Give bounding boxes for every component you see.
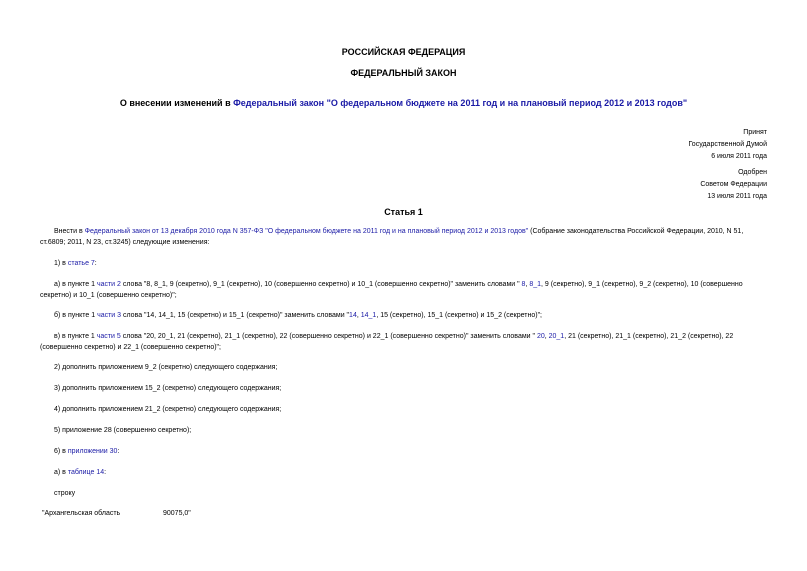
pb-text-c: , (356, 312, 361, 319)
accepted-date: 6 июля 2011 года (711, 153, 767, 160)
law-type-heading: ФЕДЕРАЛЬНЫЙ ЗАКОН (350, 68, 457, 78)
intro-text-a: Внести в (54, 228, 85, 235)
paragraph-6a (40, 467, 768, 478)
appendix-8-1-link[interactable]: 8_1 (529, 281, 542, 288)
p1-text-a: 1) в (54, 260, 68, 267)
p6-text-a: 6) в (54, 448, 68, 455)
article-intro (40, 226, 768, 248)
p1-text-b: : (94, 260, 97, 267)
line-word: строку (54, 490, 76, 497)
pb-text-a: б) в пункте 1 (54, 312, 98, 319)
article-7-link[interactable]: статье 7 (67, 260, 95, 267)
accepted-block (688, 127, 767, 163)
appendix-30-link[interactable]: приложении 30 (67, 448, 118, 455)
p6a-text-b: : (104, 469, 107, 476)
paragraph-1a (40, 279, 768, 301)
article-title: Статья 1 (384, 207, 423, 217)
approved-block (700, 167, 767, 203)
accepted-line-1: Принят (743, 129, 767, 136)
appendix-8-link[interactable]: 8 (521, 281, 526, 288)
paragraph-1b (40, 310, 768, 321)
table-value-cell: 90075,0" (163, 510, 191, 517)
pb-text-b: слова "14, 14_1, 15 (секретно) и 15_1 (секретно)" заменить словами " (121, 312, 350, 319)
pb-text-d: , 15 (секретно), 15_1 (секретно) и 15_2 (секретно)"; (376, 312, 542, 319)
pv-text-c: , (544, 333, 549, 340)
appendix-14-1-link[interactable]: 14_1 (360, 312, 377, 319)
title-law-link[interactable]: Федеральный закон "О федеральном бюджете на 2011 год и на плановый период 2012 и 2013 годов" (233, 98, 688, 108)
paragraph-1v (40, 331, 768, 353)
paragraph-4: 4) дополнить приложением 21_2 (секретно) следующего содержания; (54, 406, 282, 413)
approved-line-1: Одобрен (738, 169, 767, 176)
approved-date: 13 июля 2011 года (707, 193, 767, 200)
appendix-20-1-link[interactable]: 20_1 (548, 333, 565, 340)
pa-text-d: , 9 (секретно), 9_1 (секретно), 9_2 (секретно), 10 (совершенно секретно) и 10_1 (совершенно секретно)"; (40, 281, 743, 299)
pv-text-b: слова "20, 20_1, 21 (секретно), 21_1 (секретно), 22 (совершенно секретно) и 22_1 (совершенно секретно)" заменить словами " (120, 333, 537, 340)
law-title (0, 98, 807, 108)
intro-text-b: (Собрание законодательства Российской Федерации, 2010, N 51, ст.6809; 2011, N 23, ст.3245) следующие изменения: (40, 228, 744, 246)
pv-text-a: в) в пункте 1 (54, 333, 97, 340)
federation-heading: РОССИЙСКАЯ ФЕДЕРАЦИЯ (341, 47, 466, 57)
paragraph-1 (40, 258, 768, 269)
table-14-link[interactable]: таблице 14 (67, 469, 105, 476)
appendix-14-link[interactable]: 14 (349, 312, 357, 319)
p6a-text-a: а) в (54, 469, 68, 476)
part-2-link[interactable]: части 2 (96, 281, 121, 288)
part-3-link[interactable]: части 3 (97, 312, 122, 319)
table-region-cell: "Архангельская область (42, 510, 121, 517)
accepted-line-2: Государственной Думой (688, 141, 767, 148)
paragraph-6 (40, 446, 768, 457)
p6-text-b: : (117, 448, 120, 455)
paragraph-3: 3) дополнить приложением 15_2 (секретно) следующего содержания; (54, 385, 282, 392)
part-5-link[interactable]: части 5 (96, 333, 121, 340)
approved-line-2: Советом Федерации (700, 181, 767, 188)
title-prefix: О внесении изменений в (119, 98, 234, 108)
pa-text-a: а) в пункте 1 (54, 281, 97, 288)
intro-law-link[interactable]: Федеральный закон от 13 декабря 2010 года N 357-ФЗ "О федеральном бюджете на 2011 год и на плановый период 2012 и 2013 годов" (84, 228, 529, 235)
pa-text-b: слова "8, 8_1, 9 (секретно), 9_1 (секретно), 10 (совершенно секретно) и 10_1 (совершенно секретно)" заменить словами " (120, 281, 522, 288)
appendix-20-link[interactable]: 20 (536, 333, 545, 340)
pa-text-c: , (525, 281, 530, 288)
paragraph-5: 5) приложение 28 (совершенно секретно); (54, 427, 192, 434)
pv-text-d: , 21 (секретно), 21_1 (секретно), 21_2 (секретно), 22 (совершенно секретно) и 22_1 (совершенно секретно)"; (40, 333, 734, 351)
paragraph-2: 2) дополнить приложением 9_2 (секретно) следующего содержания; (54, 364, 278, 371)
